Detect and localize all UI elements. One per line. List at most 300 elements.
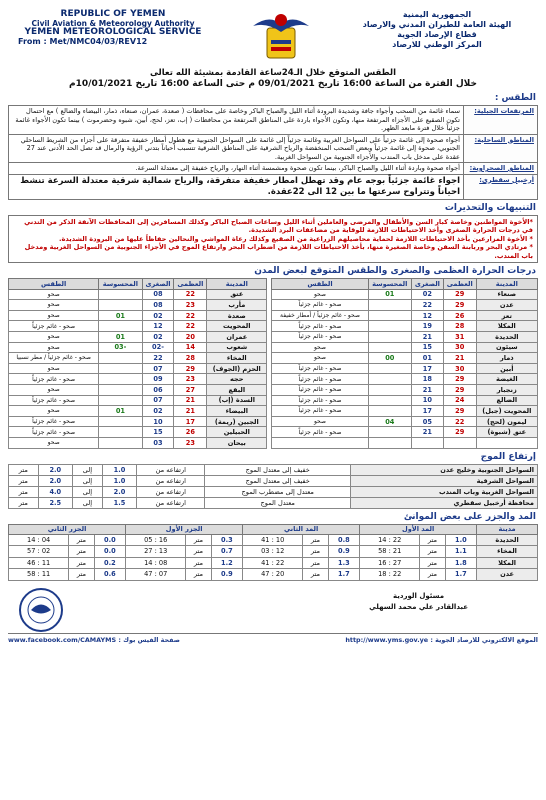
signature-role: مسئول الوردية (393, 591, 445, 600)
temp-desc: صحو (272, 353, 368, 364)
title-period: خلال الفترة من الساعة 16:00 تاريخ 09/01/2021 م حتى الساعة 16:00 تاريخ 10/01/2021م (69, 79, 477, 89)
table-row (9, 464, 538, 475)
temp-feel (368, 310, 411, 321)
table-row (9, 486, 538, 497)
table-row (9, 310, 538, 321)
temp-desc: صحو (9, 310, 99, 321)
tides-table (8, 524, 538, 581)
temp-city: المحويت (207, 321, 267, 332)
temp-desc: صحو - غائم جزئياً (9, 395, 99, 406)
temp-feel (99, 437, 142, 448)
table-row (9, 475, 538, 486)
table-row (9, 321, 538, 332)
wave-to-label: إلى (72, 486, 102, 497)
temp-desc: صحو (272, 342, 368, 353)
footer-site-label: الموقع الالكتروني للارصاد الجوية : (430, 635, 538, 644)
temp-max: 22 (174, 310, 207, 321)
temp-city: عتق (207, 289, 267, 300)
temps-col-header: العظمى (174, 279, 207, 290)
tides-col-header: الجزر الثاني (9, 524, 126, 534)
temp-max: 22 (174, 321, 207, 332)
temp-min: 21 (411, 427, 443, 438)
tide-time: 22 : 14 (360, 534, 420, 546)
signature-name: عبدالقادر علي محمد السهلي (369, 602, 468, 611)
tide-unit: متر (303, 546, 328, 558)
wave-from: 2.0 (102, 486, 136, 497)
temp-city: حجه (207, 374, 267, 385)
temps-col-header: المدينة (207, 279, 267, 290)
weather-region: أرخبيل سقطري: (464, 174, 538, 199)
footer-site-link[interactable]: http://www.yms.gov.ye (345, 635, 429, 644)
footer-facebook-label: صفحة الفيس بوك : (118, 635, 180, 644)
tide-unit: متر (69, 569, 94, 581)
temp-city: عمران (207, 331, 267, 342)
temp-min: 17 (411, 363, 443, 374)
temp-city: المحويت (جبل) (476, 406, 537, 417)
temps-gap (267, 363, 272, 374)
temp-city: الغيضة (476, 374, 537, 385)
tide-time: 12 : 03 (243, 546, 303, 558)
temp-max: 23 (174, 374, 207, 385)
title-line: الطقس المتوقع خلال الـ24ساعة القادمة بمشيئة الله تعالى (149, 68, 397, 78)
wave-to: 4.0 (38, 486, 72, 497)
temp-max: 22 (443, 416, 476, 427)
tide-height: 1.8 (445, 557, 477, 569)
temps-col-header: الصغرى (142, 279, 174, 290)
temp-feel: 01 (99, 331, 142, 342)
tide-height: 0.6 (94, 569, 126, 581)
temp-city: مأرب (207, 300, 267, 311)
temp-min: 09 (142, 374, 174, 385)
tides-col-header: المد الأول (360, 524, 477, 534)
temp-city: الجبين (ريمة) (207, 416, 267, 427)
temp-desc: صحو - غائم جزئياً (272, 331, 368, 342)
footer-facebook (8, 636, 180, 644)
wave-from-label: ارتفاعه من (137, 464, 205, 475)
tide-time: 27 : 16 (360, 557, 420, 569)
temp-max: 29 (443, 289, 476, 300)
tide-time: 10 : 41 (243, 534, 303, 546)
temp-min: 02 (142, 310, 174, 321)
temp-feel (368, 331, 411, 342)
temp-min: 02 (142, 331, 174, 342)
temp-max: 26 (443, 310, 476, 321)
temp-city: الحزم (الجوف) (207, 363, 267, 374)
temps-gap (267, 384, 272, 395)
temp-max: 26 (174, 427, 207, 438)
wave-unit: متر (9, 497, 39, 508)
tide-unit: متر (420, 534, 445, 546)
tide-height: 1.7 (445, 569, 477, 581)
temps-col-header: المحسوسة (99, 279, 142, 290)
wave-to: 2.5 (38, 497, 72, 508)
weather-region: المناطق الصحراوية: (464, 163, 538, 175)
temps-col-header: العظمى (443, 279, 476, 290)
wave-to-label: إلى (72, 475, 102, 486)
temp-city: ذمار (476, 353, 537, 364)
temps-gap (267, 289, 272, 300)
tide-unit: متر (69, 534, 94, 546)
weather-row (9, 106, 538, 135)
temp-min: -02 (142, 342, 174, 353)
temp-desc: صحو - غائم جزئياً (9, 374, 99, 385)
temp-min: 15 (142, 427, 174, 438)
temp-max: 21 (174, 406, 207, 417)
tides-header-row (9, 524, 538, 534)
temps-header-row (9, 279, 538, 290)
temp-feel (368, 374, 411, 385)
tide-time: 13 : 27 (126, 546, 186, 558)
table-row (9, 427, 538, 438)
table-row (9, 497, 538, 508)
temp-feel (368, 342, 411, 353)
temp-feel: 00 (368, 353, 411, 364)
tide-height: 0.2 (94, 557, 126, 569)
header-ar-line: قطاع الإرصاد الجوية (397, 30, 477, 39)
wave-from: 1.5 (102, 497, 136, 508)
tide-unit: متر (186, 557, 211, 569)
temp-city: تعز (476, 310, 537, 321)
temp-min: 02 (411, 289, 443, 300)
signature-block (8, 587, 538, 633)
temp-feel (99, 395, 142, 406)
header-en-ref: From : Met/NMC04/03/REV12 (18, 37, 148, 46)
tide-unit: متر (69, 557, 94, 569)
temp-desc: صحو - غائم جزئياً (272, 363, 368, 374)
temp-empty (368, 437, 411, 448)
wave-to: 2.0 (38, 464, 72, 475)
tides-col-header: مدينة (477, 524, 538, 534)
temp-desc: صحو (9, 300, 99, 311)
temperature-table (8, 278, 538, 449)
temp-max: 29 (443, 374, 476, 385)
tide-unit: متر (186, 546, 211, 558)
temp-city: صعدة (207, 310, 267, 321)
temp-city: عدن (476, 300, 537, 311)
temp-feel (368, 384, 411, 395)
wave-from: 1.0 (102, 475, 136, 486)
wave-to-label: إلى (72, 464, 102, 475)
signature-text (369, 591, 468, 613)
temp-desc: صحو (272, 289, 368, 300)
wave-area: محافظة أرخبيل سقطري (350, 497, 537, 508)
tide-time: 21 : 58 (360, 546, 420, 558)
temp-max: 30 (443, 342, 476, 353)
temp-city: البيضاء (207, 406, 267, 417)
temp-feel (99, 374, 142, 385)
temp-city: عتق (شبوة) (476, 427, 537, 438)
temps-col-header: المحسوسة (368, 279, 411, 290)
temp-desc: صحو (9, 342, 99, 353)
table-row (9, 353, 538, 364)
tide-height: 0.9 (328, 546, 360, 558)
temp-desc: صحو (9, 363, 99, 374)
temp-max: 23 (174, 437, 207, 448)
wave-unit: متر (9, 486, 39, 497)
temp-min: 07 (142, 363, 174, 374)
temp-max: 14 (174, 342, 207, 353)
temps-gap (267, 395, 272, 406)
temp-desc: صحو - غائم جزئياً (272, 406, 368, 417)
tide-unit: متر (420, 557, 445, 569)
footer (8, 633, 538, 644)
tide-time: 08 : 14 (126, 557, 186, 569)
tide-time: 16 : 05 (126, 534, 186, 546)
table-row (9, 331, 538, 342)
temp-min: 07 (142, 395, 174, 406)
tide-port: عدن (477, 569, 538, 581)
temp-min: 12 (411, 310, 443, 321)
temps-gap (267, 427, 272, 438)
temp-feel (368, 395, 411, 406)
wave-area: السواحل الجنوبية وخليج عدن (350, 464, 537, 475)
table-row (9, 384, 538, 395)
temp-desc: صحو - غائم جزئياً / أمطار خفيفة (272, 310, 368, 321)
tide-time: 11 : 46 (9, 557, 69, 569)
temp-feel: 01 (99, 406, 142, 417)
temp-desc: صحو - غائم جزئياً (272, 395, 368, 406)
tide-port: الحديدة (477, 534, 538, 546)
tide-height: 0.7 (211, 546, 243, 558)
tide-height: 0.9 (211, 569, 243, 581)
table-row (9, 534, 538, 546)
tides-heading: المد والجزر على بعض الموانئ (403, 511, 536, 522)
temp-city: بيحان (207, 437, 267, 448)
temp-min: 12 (142, 321, 174, 332)
temp-city: البقع (207, 384, 267, 395)
temp-min: 21 (411, 384, 443, 395)
temp-max: 29 (443, 300, 476, 311)
wave-unit: متر (9, 475, 39, 486)
wave-area: السواحل الشرقية (350, 475, 537, 486)
tide-height: 1.1 (445, 546, 477, 558)
temp-empty (272, 437, 368, 448)
temp-city: زنجبار (476, 384, 537, 395)
table-row (9, 342, 538, 353)
temp-max: 28 (443, 321, 476, 332)
weather-region: المناطق الساحلية: (464, 134, 538, 163)
header-ar-line: الجمهورية اليمنية (402, 10, 472, 19)
table-row (9, 437, 538, 448)
temp-min: 15 (411, 342, 443, 353)
table-row (9, 289, 538, 300)
temp-min: 22 (142, 353, 174, 364)
weather-heading: الطقس : (494, 93, 536, 103)
bulletin-title (8, 68, 538, 90)
tide-unit: متر (186, 534, 211, 546)
temps-gap (267, 416, 272, 427)
wave-unit: متر (9, 464, 39, 475)
tide-height: 1.3 (328, 557, 360, 569)
tide-height: 0.0 (94, 534, 126, 546)
temp-feel: -03 (99, 342, 142, 353)
header-arabic (342, 10, 532, 50)
temp-max: 21 (443, 353, 476, 364)
tide-port: المكلا (477, 557, 538, 569)
temp-min: 03 (142, 437, 174, 448)
temp-min: 21 (411, 331, 443, 342)
temp-desc: صحو - غائم جزئياً (9, 321, 99, 332)
weather-row (9, 174, 538, 199)
tide-height: 1.0 (445, 534, 477, 546)
temp-feel (99, 363, 142, 374)
waves-table (8, 464, 538, 509)
temps-col-header: الصغرى (411, 279, 443, 290)
temp-desc: صحو - غائم جزئياً / مطر نسبيا (9, 353, 99, 364)
temp-city: الضالع (476, 395, 537, 406)
temps-col-header: الطقس (272, 279, 368, 290)
temp-feel (368, 427, 411, 438)
tide-time: 02 : 57 (9, 546, 69, 558)
office-stamp-icon (18, 587, 64, 633)
temp-empty (443, 437, 476, 448)
temp-min: 08 (142, 300, 174, 311)
weather-text: أجواء صحوة وباردة أثناء الليل والصباح الباكر، بينما تكون صحوة ومشمسة أثناء النهار، والرياح خفيفة إلى معتدلة السرعة. (9, 163, 464, 175)
temp-city: ليمون (لحج) (476, 416, 537, 427)
temps-gap (267, 279, 272, 290)
temp-feel (99, 353, 142, 364)
table-row (9, 395, 538, 406)
table-row (9, 406, 538, 417)
temp-max: 29 (443, 427, 476, 438)
temp-max: 28 (174, 353, 207, 364)
weather-region: المرتفعات الجبلية: (464, 106, 538, 135)
temp-min: 01 (411, 353, 443, 364)
temp-city: المخاء (207, 353, 267, 364)
temp-city: شعوب (207, 342, 267, 353)
temp-feel (99, 321, 142, 332)
temp-city: السدة (إب) (207, 395, 267, 406)
warning-line: * مرتادي البحر وربابنة السفن وخاصة الصغيرة منها، بأخذ الاحتياطات اللازمة من اضطراب البحر وارتفاع الموج في الأجزاء الجنوبية من السواحل الغربية ومدخل باب المندب. (24, 243, 533, 260)
tide-time: 04 : 14 (9, 534, 69, 546)
temp-max: 21 (174, 395, 207, 406)
wave-from-label: ارتفاعه من (137, 475, 205, 486)
temp-max: 29 (443, 384, 476, 395)
footer-facebook-link[interactable]: www.facebook.com/CAMAYMS (8, 635, 117, 644)
tide-unit: متر (303, 534, 328, 546)
footer-site (345, 636, 538, 644)
temp-city: صنعاء (476, 289, 537, 300)
header (8, 6, 538, 68)
table-row (9, 557, 538, 569)
temp-desc: صحو - غائم جزئياً (272, 374, 368, 385)
temp-desc: صحو (9, 384, 99, 395)
temps-col-header: المدينة (476, 279, 537, 290)
temp-desc: صحو - غائم جزئياً (272, 384, 368, 395)
wave-from-label: ارتفاعه من (137, 486, 205, 497)
tide-height: 0.3 (211, 534, 243, 546)
tide-time: 07 : 47 (126, 569, 186, 581)
warnings-box (8, 215, 538, 264)
wave-to-label: إلى (72, 497, 102, 508)
temps-gap (267, 406, 272, 417)
temp-max: 27 (174, 384, 207, 395)
tide-unit: متر (303, 557, 328, 569)
temp-feel (99, 384, 142, 395)
table-row (9, 569, 538, 581)
weather-row (9, 163, 538, 175)
temps-gap (267, 374, 272, 385)
temp-desc: صحو - غائم جزئياً (272, 321, 368, 332)
table-row (9, 416, 538, 427)
tide-height: 1.2 (211, 557, 243, 569)
temp-feel (368, 321, 411, 332)
header-english (18, 10, 208, 46)
temp-desc: صحو - غائم جزئياً (272, 427, 368, 438)
temp-max: 29 (443, 406, 476, 417)
temp-max: 30 (443, 363, 476, 374)
temps-gap (267, 321, 272, 332)
temp-min: 10 (411, 395, 443, 406)
wave-from: 1.0 (102, 464, 136, 475)
temp-city: المكلا (476, 321, 537, 332)
temp-min: 10 (142, 416, 174, 427)
temp-city: سيئون (476, 342, 537, 353)
temp-feel (368, 300, 411, 311)
warning-line: *الأخوة المواطنين وخاصة كبار السن والأطفال والمرضى والعاملين أثناء الليل وساعات الصباح الباكر وكذلك المسافرين إلى المحافظات الآنفة الذكر من التدني في درجات الحرارة الصغرى وأخذ الاحتياطات اللازمة للوقاية من مضاعفات البرد الشديدة. (24, 217, 533, 234)
tide-height: 0.0 (94, 546, 126, 558)
tides-col-header: الجزر الأول (126, 524, 243, 534)
wave-state: خفيف إلى معتدل الموج (205, 464, 351, 475)
wave-to: 2.0 (38, 475, 72, 486)
tide-unit: متر (420, 569, 445, 581)
wave-state: معتدل الموج (205, 497, 351, 508)
tide-time: 11 : 58 (9, 569, 69, 581)
tide-time: 20 : 47 (243, 569, 303, 581)
temp-empty (476, 437, 537, 448)
weather-text: أجواء صحوة إلى غائمة جزئياً على السواحل الغربية وغائمة جزئياً إلى غائمة على السواحل الجنوبية مع هطول أمطار خفيفة متفرقة على أجزاء من الشريط الساحلي الجنوبي، صحوة إلى غائمة جزئياً وبعض السحب المنخفضة والرياح الشرقية على المناطق الشرقية تتسبب أحياناً بتدني الرؤية والرمال قد تصل الحد الأدنى عند 27 عقدة على مدخل باب المندب والأجزاء الجنوبية من السواحل الغربية. (9, 134, 464, 163)
weather-table (8, 105, 538, 200)
table-row (9, 363, 538, 374)
temp-min: 17 (411, 406, 443, 417)
temp-feel: 01 (368, 289, 411, 300)
temp-min: 19 (411, 321, 443, 332)
wave-state: خفيف إلى معتدل الموج (205, 475, 351, 486)
header-en-line: YEMEN METEOROLOGICAL SERVICE (24, 27, 202, 37)
temp-max: 23 (174, 300, 207, 311)
temp-desc: صحو - غائم جزئياً (272, 300, 368, 311)
temp-max: 17 (174, 416, 207, 427)
temp-desc: صحو (9, 437, 99, 448)
temp-min: 22 (411, 300, 443, 311)
temp-min: 08 (142, 289, 174, 300)
tide-unit: متر (420, 546, 445, 558)
temp-max: 31 (443, 331, 476, 342)
temps-gap (267, 300, 272, 311)
temp-min: 05 (411, 416, 443, 427)
temps-gap (267, 437, 272, 448)
temp-max: 20 (174, 331, 207, 342)
table-row (9, 300, 538, 311)
header-ar-line: المركز الوطني للارصاد (392, 40, 482, 49)
weather-text: سماء غائمة من السحب وأجواء جافة وشديدة البرودة أثناء الليل والصباح الباكر وخاصة على محافظات ( صعدة، عمران، صنعاء، ذمار، البيضاء والضالع ) مع احتمال تكون الصقيع على الأجزاء المرتفعة منها، وتكون الأجواء باردة على المناطق المرتفعة من محافظات ( إب، تعز، لحج، أبين، شبوه وحضرموت ) بينما تكون الأجواء غائمة جزئياً خلال فترة مابعد الظهر. (9, 106, 464, 135)
temp-max: 24 (443, 395, 476, 406)
temp-city: الحبيلين (207, 427, 267, 438)
temp-feel: 04 (368, 416, 411, 427)
temp-feel (368, 363, 411, 374)
temp-feel (99, 289, 142, 300)
tide-height: 1.7 (328, 569, 360, 581)
wave-area: السواحل الغربية وباب المندب (350, 486, 537, 497)
temp-feel: 01 (99, 310, 142, 321)
temp-desc: صحو - غائم جزئياً (9, 427, 99, 438)
table-row (9, 546, 538, 558)
tide-unit: متر (186, 569, 211, 581)
weather-text: اجواء غائمة جزئياً بوجه عام وقد تهطل امطار خفيفة متفرقة، والرياح شمالية شرقية معتدلة السرعة تنشط احياناً وتتراوح سرعتها ما بين 12 الى 22عقدة. (9, 174, 464, 199)
temps-heading: درجات الحرارة العظمى والصغرى والطقس المتوقع لبعض المدن (254, 266, 536, 276)
temp-min: 02 (142, 406, 174, 417)
temp-city: الحديدة (476, 331, 537, 342)
